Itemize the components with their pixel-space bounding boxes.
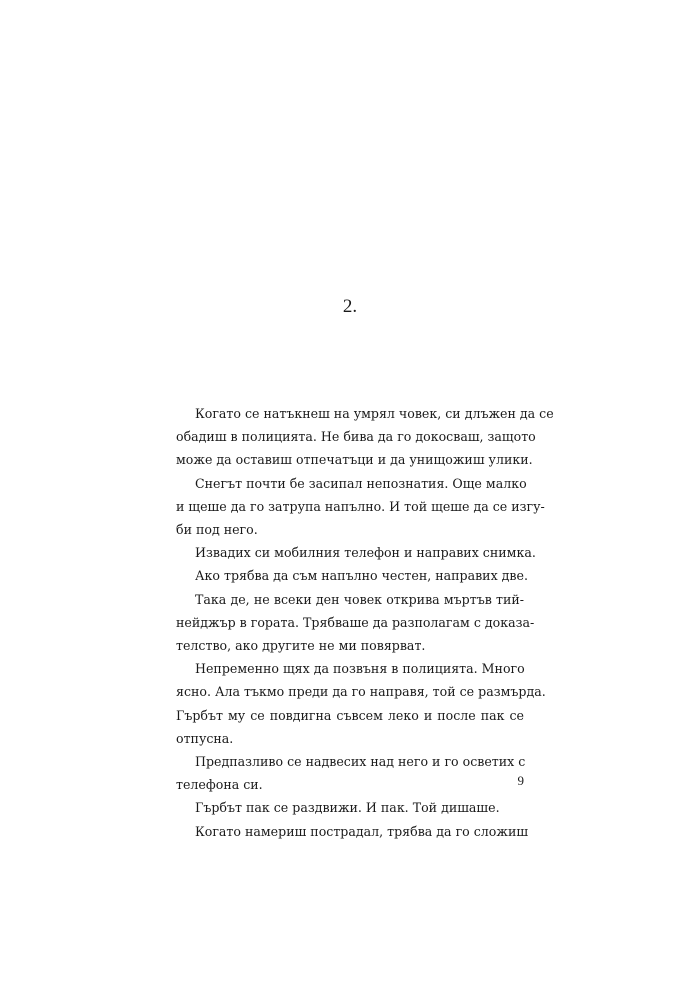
text-line: Предпазливо се надвесих над него и го осветих с: [195, 754, 526, 770]
text-line: отпусна.: [176, 730, 234, 746]
text-line: Когато се натъкнеш на умрял човек, си длъжен да се: [195, 406, 554, 421]
text-line: Извадих си мобилния телефон и направих снимка.: [195, 545, 536, 561]
text-line: нейджър в гората. Трябваше да разполагам с доказа-: [176, 614, 535, 630]
text-line: ясно. Ала тъкмо преди да го направя, той се размърда.: [176, 684, 546, 700]
text-line: Когато намериш пострадал, трябва да го сложиш: [195, 823, 529, 839]
chapter-number: 2.: [342, 296, 358, 317]
text-line: Гърбът му се повдигна съвсем леко и после пак се: [176, 707, 524, 723]
text-line: може да оставиш отпечатъци и да унищожиш улики.: [176, 452, 533, 468]
text-line: Така де, не всеки ден човек открива мъртъв тий-: [195, 591, 524, 607]
body-text: [176, 402, 554, 843]
text-line: Непременно щях да позвъня в полицията. Много: [195, 661, 525, 677]
text-line: Гърбът пак се раздвижи. И пак. Той дишаше.: [195, 800, 500, 816]
text-line: телефона си.: [176, 777, 263, 793]
text-line: и щеше да го затрупа напълно. И той щеше да се изгу-: [176, 498, 545, 514]
text-line: обадиш в полицията. Не бива да го докосваш, защото: [176, 429, 536, 445]
text-line: би под него.: [176, 522, 258, 538]
text-line: Снегът почти бе засипал непознатия. Още малко: [195, 475, 527, 491]
text-line: Ако трябва да съм напълно честен, направих две.: [195, 568, 528, 584]
page-number: 9: [517, 773, 524, 788]
text-line: телство, ако другите не ми повярват.: [176, 638, 426, 654]
